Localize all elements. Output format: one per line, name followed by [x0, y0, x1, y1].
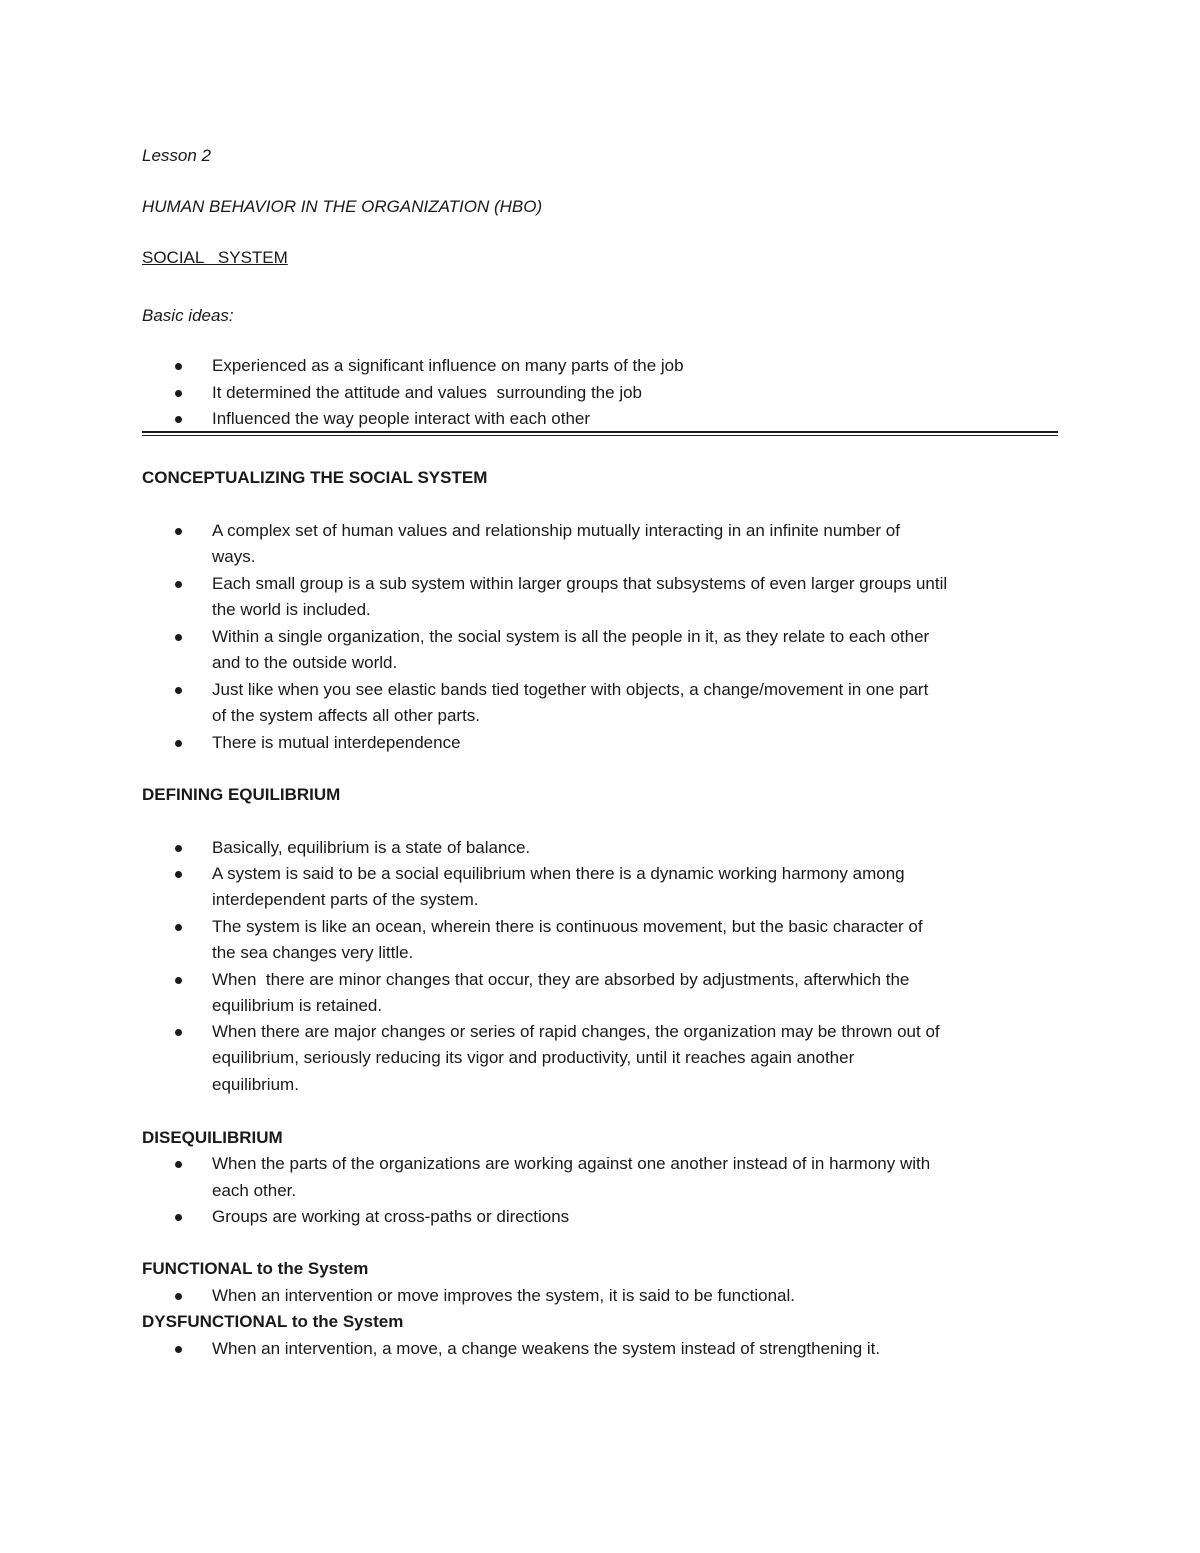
list-item-line: The system is like an ocean, wherein there is continuous movement, but the basic character of — [212, 917, 923, 936]
bullet-icon — [175, 679, 185, 701]
bullet-icon — [175, 969, 185, 991]
list-item-line: the world is included. — [212, 600, 371, 619]
double-rule-divider — [142, 431, 1058, 436]
course-title: HUMAN BEHAVIOR IN THE ORGANIZATION (HBO) — [142, 197, 543, 216]
list-item-line: When there are minor changes that occur, they are absorbed by adjustments, afterwhich the — [212, 970, 910, 989]
bullet-icon — [175, 1206, 185, 1228]
bullet-icon — [175, 1153, 185, 1175]
bullet-icon — [175, 863, 185, 885]
bullet-icon — [175, 573, 185, 595]
conceptualizing-heading: CONCEPTUALIZING THE SOCIAL SYSTEM — [142, 468, 488, 487]
list-item: Influenced the way people interact with each other — [212, 409, 591, 428]
list-item-line: of the system affects all other parts. — [212, 706, 481, 725]
list-item-line: interdependent parts of the system. — [212, 890, 479, 909]
list-item-line: A system is said to be a social equilibrium when there is a dynamic working harmony among — [212, 864, 905, 883]
list-item-line: When an intervention or move improves the system, it is said to be functional. — [212, 1286, 795, 1305]
list-item-line: Within a single organization, the social system is all the people in it, as they relate to each other — [212, 627, 930, 646]
list-item-line: equilibrium, seriously reducing its vigor and productivity, until it reaches again another — [212, 1048, 855, 1067]
social-system-heading: SOCIAL SYSTEM — [142, 248, 288, 267]
bullet-icon — [175, 408, 185, 430]
bullet-icon — [175, 1021, 185, 1043]
bullet-icon — [175, 732, 185, 754]
bullet-icon — [175, 916, 185, 938]
bullet-icon — [175, 355, 185, 377]
functional-heading: FUNCTIONAL to the System — [142, 1259, 369, 1278]
list-item: It determined the attitude and values surrounding the job — [212, 383, 643, 402]
basic-ideas-label: Basic ideas: — [142, 306, 234, 325]
list-item-line: A complex set of human values and relationship mutually interacting in an infinite number of — [212, 521, 900, 540]
list-item-line: There is mutual interdependence — [212, 733, 461, 752]
list-item-line: Just like when you see elastic bands tied together with objects, a change/movement in one part — [212, 680, 929, 699]
list-item-line: and to the outside world. — [212, 653, 398, 672]
bullet-icon — [175, 1338, 185, 1360]
list-item-line: When an intervention, a move, a change weakens the system instead of strengthening it. — [212, 1339, 881, 1358]
list-item-line: equilibrium. — [212, 1075, 299, 1094]
equilibrium-heading: DEFINING EQUILIBRIUM — [142, 785, 341, 804]
list-item-line: Groups are working at cross-paths or directions — [212, 1207, 570, 1226]
bullet-icon — [175, 626, 185, 648]
lesson-label: Lesson 2 — [142, 146, 211, 165]
list-item: Experienced as a significant influence on many parts of the job — [212, 356, 684, 375]
list-item-line: When there are major changes or series of rapid changes, the organization may be thrown out of — [212, 1022, 940, 1041]
dysfunctional-heading: DYSFUNCTIONAL to the System — [142, 1312, 404, 1331]
list-item-line: equilibrium is retained. — [212, 996, 383, 1015]
bullet-icon — [175, 1285, 185, 1307]
disequilibrium-heading: DISEQUILIBRIUM — [142, 1128, 283, 1147]
list-item-line: each other. — [212, 1181, 297, 1200]
bullet-icon — [175, 520, 185, 542]
list-item-line: the sea changes very little. — [212, 943, 414, 962]
bullet-icon — [175, 837, 185, 859]
list-item-line: ways. — [212, 547, 256, 566]
list-item-line: When the parts of the organizations are working against one another instead of in harmony with — [212, 1154, 931, 1173]
bullet-icon — [175, 382, 185, 404]
list-item-line: Basically, equilibrium is a state of balance. — [212, 838, 531, 857]
list-item-line: Each small group is a sub system within larger groups that subsystems of even larger groups until — [212, 574, 948, 593]
